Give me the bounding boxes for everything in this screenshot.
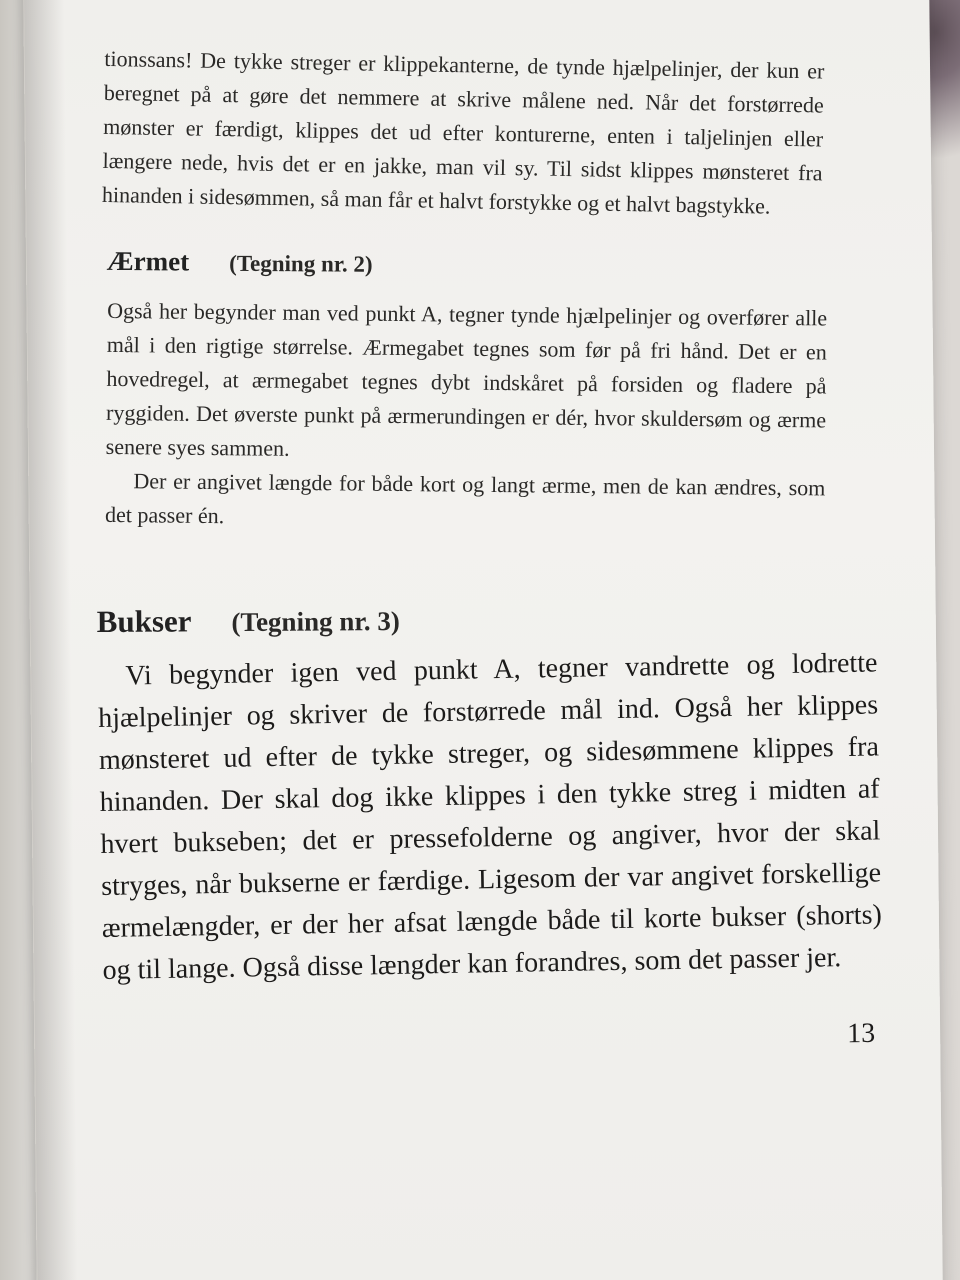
aermet-heading: [107, 246, 827, 282]
intro-section: [102, 42, 825, 225]
bukser-section: [97, 642, 883, 992]
book-page: [23, 0, 943, 1280]
aermet-title: Ærmet: [106, 245, 190, 277]
page-number: 13: [846, 1017, 876, 1050]
bukser-title: Bukser: [96, 603, 192, 640]
intro-paragraph: tionssans! De tykke streger er klippekanterne, de tynde hjælpelinjer, der kun er beregnet på at gøre det nemmere at skrive målene ned. Når det forstørrede mønster er færdigt, klippes det ud efter konturerne, enten i taljelinjen eller længere nede, hvis det er en jakke, man vil sy. Til sidst klippes mønsteret fra hinanden i sidesømmen, så man får et halvt forstykke og et halvt bagstykke.: [101, 45, 825, 219]
aermet-reference: (Tegning nr. 2): [229, 250, 373, 277]
bukser-paragraph: Vi begynder igen ved punkt A, tegner vandrette og lodrette hjælpelinjer og skriver de forstørrede mål ind. Også her klippes mønsteret ud efter de tykke streger, og sidesømmene klippes fra hinanden. Der skal dog ikke klippes i den tykke streg i midten af hvert bukseben; det er pressefolderne og angiver, hvor der skal stryges, når bukserne er færdige. Ligesom der var angivet forskellige ærmelængder, er der her afsat længde både til korte bukser (shorts) og til lange. Også disse længder kan forandres, som det passer jer.: [97, 647, 883, 986]
aermet-section: [105, 294, 827, 540]
bukser-heading: [97, 599, 817, 640]
bukser-reference: (Tegning nr. 3): [231, 605, 400, 638]
aermet-paragraph-2: Der er angivet længde for både kort og langt ærme, men de kan ændres, som det passer én.: [104, 468, 826, 529]
aermet-paragraph-1: Også her begynder man ved punkt A, tegner tynde hjælpelinjer og overfører alle mål i den rigtige størrelse. Ærmegabet tegnes som før på fri hånd. Det er en hovedregel, at ærmegabet tegnes dybt indskåret på forsiden og fladere på ryggiden. Det øverste punkt på ærmerundingen er dér, hvor skuldersøm og ærme senere syes sammen.: [105, 297, 828, 461]
